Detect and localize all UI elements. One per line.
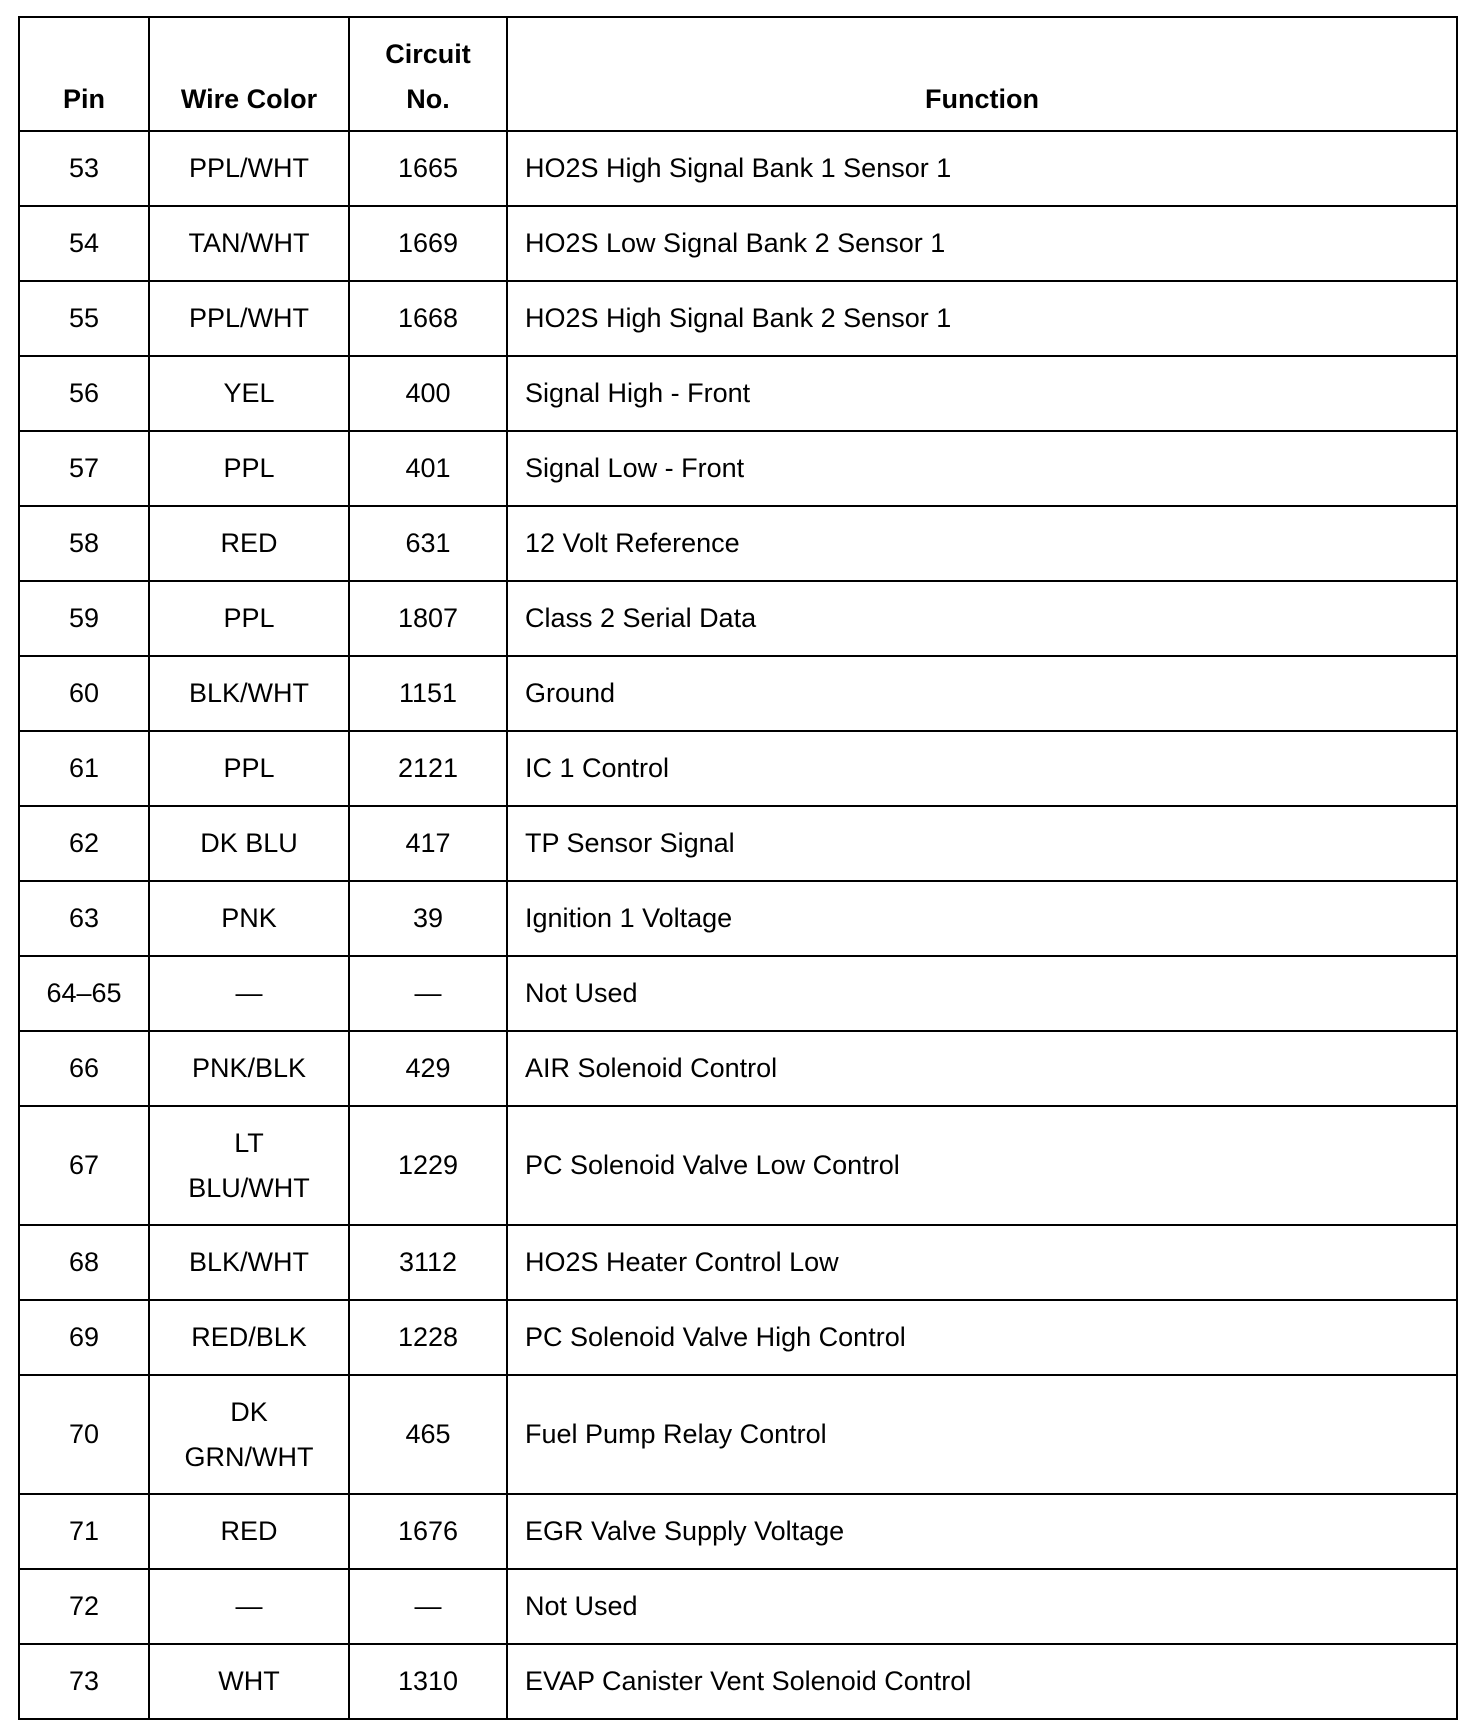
function-cell: HO2S High Signal Bank 2 Sensor 1 xyxy=(507,281,1457,356)
wire-color-cell xyxy=(149,431,349,506)
function-cell: Signal Low - Front xyxy=(507,431,1457,506)
circuit-number-cell: 2121 xyxy=(349,731,507,806)
circuit-number-cell: — xyxy=(349,1569,507,1644)
circuit-number-cell: 1676 xyxy=(349,1494,507,1569)
table-row xyxy=(19,1225,1457,1300)
wire-color-text: LT xyxy=(234,1127,264,1158)
circuit-number-cell: 465 xyxy=(349,1375,507,1494)
table-row xyxy=(19,1106,1457,1225)
pin-cell: 55 xyxy=(19,281,149,356)
wire-color-cell xyxy=(149,356,349,431)
circuit-number-cell: — xyxy=(349,956,507,1031)
pin-cell: 60 xyxy=(19,656,149,731)
wire-color-cell xyxy=(149,281,349,356)
wire-color-text: RED xyxy=(220,528,278,558)
pinout-table xyxy=(18,16,1458,1720)
wire-color-cell xyxy=(149,131,349,206)
table-row xyxy=(19,656,1457,731)
header-circuit-line1: Circuit xyxy=(385,39,471,69)
function-cell: Ground xyxy=(507,656,1457,731)
table-row xyxy=(19,806,1457,881)
table-row xyxy=(19,1644,1457,1719)
wire-color-text: PNK/BLK xyxy=(191,1053,307,1083)
wire-color-text: RED/BLK xyxy=(191,1322,307,1352)
function-cell: PC Solenoid Valve High Control xyxy=(507,1300,1457,1375)
wire-color-cell xyxy=(149,956,349,1031)
circuit-number-cell: 1229 xyxy=(349,1106,507,1225)
pin-cell: 62 xyxy=(19,806,149,881)
pin-cell: 68 xyxy=(19,1225,149,1300)
header-circuit-no xyxy=(349,17,507,131)
wire-color-text: DK BLU xyxy=(200,828,298,858)
wire-color-cell xyxy=(149,1494,349,1569)
table-row xyxy=(19,281,1457,356)
function-cell: Not Used xyxy=(507,1569,1457,1644)
table-row xyxy=(19,1375,1457,1494)
wire-color-text: WHT xyxy=(218,1666,280,1696)
wire-color-text: PNK xyxy=(221,903,277,933)
function-cell: HO2S Low Signal Bank 2 Sensor 1 xyxy=(507,206,1457,281)
table-row xyxy=(19,581,1457,656)
pin-cell: 54 xyxy=(19,206,149,281)
circuit-number-cell: 631 xyxy=(349,506,507,581)
wire-color-cell xyxy=(149,1031,349,1106)
wire-color-text: TAN/WHT xyxy=(188,228,310,258)
pin-cell: 70 xyxy=(19,1375,149,1494)
table-row xyxy=(19,1569,1457,1644)
table-row xyxy=(19,206,1457,281)
circuit-number-cell: 1151 xyxy=(349,656,507,731)
circuit-number-cell: 401 xyxy=(349,431,507,506)
wire-color-cell xyxy=(149,1569,349,1644)
function-cell: EVAP Canister Vent Solenoid Control xyxy=(507,1644,1457,1719)
wire-color-cell xyxy=(149,806,349,881)
pin-cell: 67 xyxy=(19,1106,149,1225)
table-row xyxy=(19,1031,1457,1106)
table-row xyxy=(19,356,1457,431)
function-cell: 12 Volt Reference xyxy=(507,506,1457,581)
function-cell: Not Used xyxy=(507,956,1457,1031)
circuit-number-cell: 1310 xyxy=(349,1644,507,1719)
circuit-number-cell: 1228 xyxy=(349,1300,507,1375)
header-wire-color: Wire Color xyxy=(149,17,349,131)
pin-cell: 53 xyxy=(19,131,149,206)
pin-cell: 63 xyxy=(19,881,149,956)
wire-color-cell xyxy=(149,506,349,581)
wire-color-text: PPL xyxy=(223,453,275,483)
wire-color-cell xyxy=(149,656,349,731)
wire-color-text: PPL/WHT xyxy=(188,303,309,333)
function-cell: PC Solenoid Valve Low Control xyxy=(507,1106,1457,1225)
pin-cell: 72 xyxy=(19,1569,149,1644)
header-row xyxy=(19,17,1457,131)
header-function: Function xyxy=(507,17,1457,131)
function-cell: HO2S Heater Control Low xyxy=(507,1225,1457,1300)
wire-color-cell xyxy=(149,881,349,956)
wire-color-text: PPL xyxy=(223,603,275,633)
wire-color-text: — xyxy=(235,1591,263,1621)
wire-color-cell xyxy=(149,1300,349,1375)
pin-cell: 59 xyxy=(19,581,149,656)
table-row xyxy=(19,956,1457,1031)
header-pin: Pin xyxy=(19,17,149,131)
function-cell: AIR Solenoid Control xyxy=(507,1031,1457,1106)
function-cell: Ignition 1 Voltage xyxy=(507,881,1457,956)
pin-cell: 64–65 xyxy=(19,956,149,1031)
wire-color-text: GRN/WHT xyxy=(184,1441,314,1472)
table-row xyxy=(19,731,1457,806)
wire-color-text: RED xyxy=(220,1516,278,1546)
wire-color-cell xyxy=(149,1644,349,1719)
circuit-number-cell: 1669 xyxy=(349,206,507,281)
pin-cell: 66 xyxy=(19,1031,149,1106)
table-row xyxy=(19,1300,1457,1375)
wire-color-text: PPL/WHT xyxy=(188,153,309,183)
function-cell: IC 1 Control xyxy=(507,731,1457,806)
function-cell: HO2S High Signal Bank 1 Sensor 1 xyxy=(507,131,1457,206)
circuit-number-cell: 429 xyxy=(349,1031,507,1106)
wire-color-cell xyxy=(149,1225,349,1300)
wire-color-text: BLU/WHT xyxy=(188,1172,310,1203)
pin-cell: 69 xyxy=(19,1300,149,1375)
table-body xyxy=(19,131,1457,1719)
function-cell: Class 2 Serial Data xyxy=(507,581,1457,656)
circuit-number-cell: 1668 xyxy=(349,281,507,356)
header-circuit-line2: No. xyxy=(406,84,450,114)
pin-cell: 57 xyxy=(19,431,149,506)
wire-color-text: BLK/WHT xyxy=(188,678,309,708)
circuit-number-cell: 1665 xyxy=(349,131,507,206)
circuit-number-cell: 3112 xyxy=(349,1225,507,1300)
wire-color-text: — xyxy=(235,978,263,1008)
pin-cell: 71 xyxy=(19,1494,149,1569)
wire-color-text: YEL xyxy=(223,378,275,408)
function-cell: Signal High - Front xyxy=(507,356,1457,431)
circuit-number-cell: 1807 xyxy=(349,581,507,656)
pin-cell: 56 xyxy=(19,356,149,431)
pin-cell: 58 xyxy=(19,506,149,581)
wire-color-cell xyxy=(149,1106,349,1225)
table-row xyxy=(19,881,1457,956)
wire-color-text: DK xyxy=(230,1396,268,1427)
function-cell: EGR Valve Supply Voltage xyxy=(507,1494,1457,1569)
function-cell: TP Sensor Signal xyxy=(507,806,1457,881)
circuit-number-cell: 39 xyxy=(349,881,507,956)
table-row xyxy=(19,131,1457,206)
function-cell: Fuel Pump Relay Control xyxy=(507,1375,1457,1494)
table-row xyxy=(19,1494,1457,1569)
wire-color-cell xyxy=(149,731,349,806)
circuit-number-cell: 417 xyxy=(349,806,507,881)
table-row xyxy=(19,506,1457,581)
circuit-number-cell: 400 xyxy=(349,356,507,431)
pin-cell: 73 xyxy=(19,1644,149,1719)
wire-color-cell xyxy=(149,581,349,656)
pin-cell: 61 xyxy=(19,731,149,806)
wire-color-text: PPL xyxy=(223,753,275,783)
wire-color-text: BLK/WHT xyxy=(188,1247,309,1277)
wire-color-cell xyxy=(149,206,349,281)
wire-color-cell xyxy=(149,1375,349,1494)
table-row xyxy=(19,431,1457,506)
